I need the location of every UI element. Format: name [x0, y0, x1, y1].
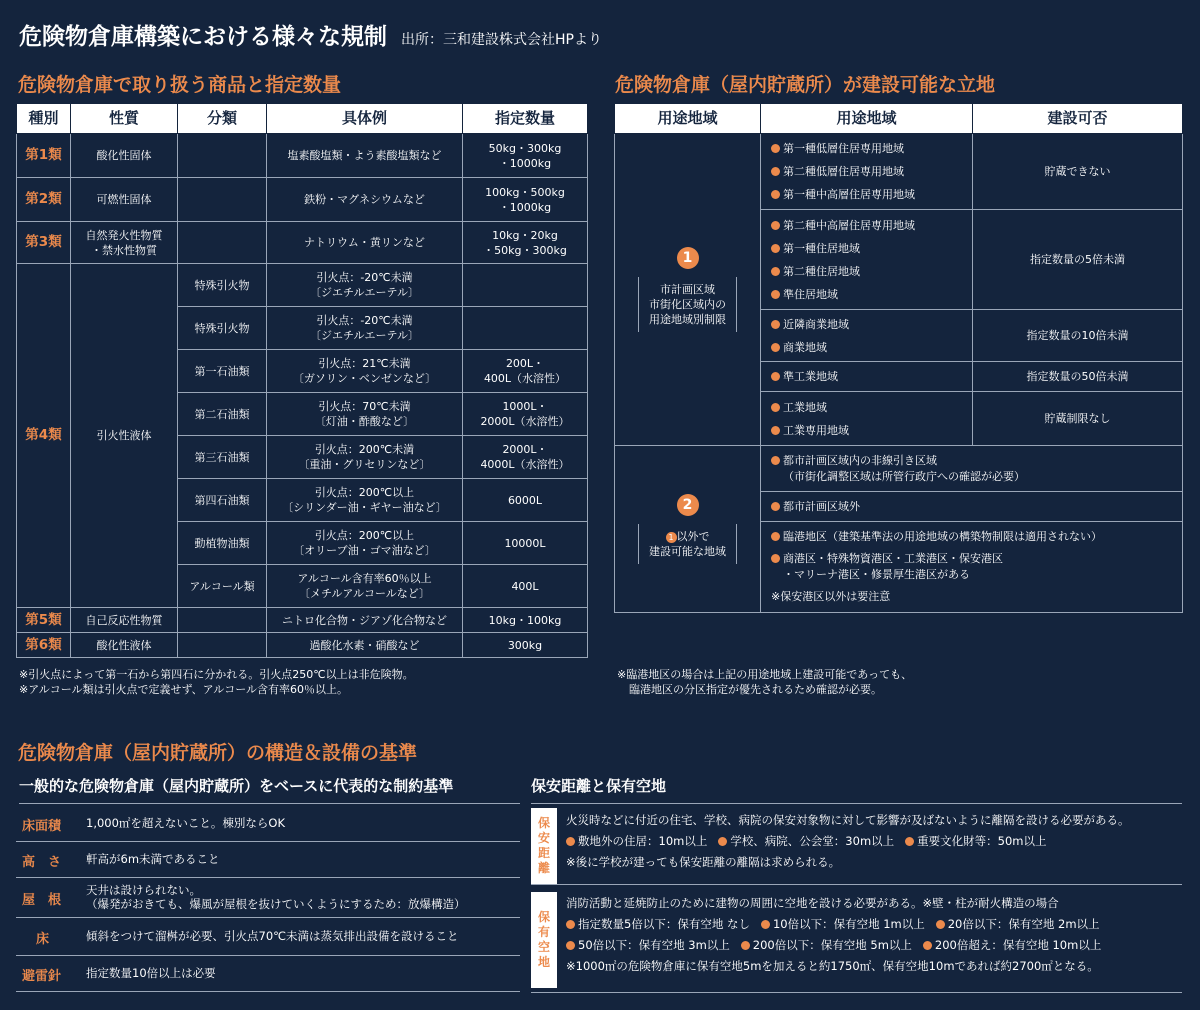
table-row	[17, 633, 588, 658]
qty-cell: 10kg・100kg	[463, 608, 588, 633]
table-header-row	[17, 104, 588, 134]
qty-line: 400L（水溶性）	[483, 372, 567, 385]
nature-cell	[71, 222, 178, 264]
zone-item-text: 第一種低層住居専用地域	[783, 142, 904, 155]
qty-line: 1000L・	[502, 400, 548, 413]
col-header: 具体例	[267, 104, 463, 134]
example-cell	[267, 350, 463, 393]
example-cell	[267, 436, 463, 479]
distance-item: 敷地外の住居：10m以上	[578, 834, 708, 848]
zone-line: 建設可能な地域	[649, 545, 726, 558]
result-cell: 貯蔵できない	[973, 134, 1183, 210]
table-row	[17, 178, 588, 222]
class-cell: 第四石油類	[178, 479, 267, 522]
number-badge: 2	[677, 494, 699, 516]
left-section-title: 危険物倉庫で取り扱う商品と指定数量	[18, 74, 342, 96]
example-line: 引火点：-20℃未満	[316, 314, 413, 327]
source-note: 出所：三和建設株式会社HPより	[401, 32, 602, 48]
example-line: 〔ジエチルエーテル〕	[310, 286, 419, 299]
right-section-title: 危険物倉庫（屋内貯蔵所）が建設可能な立地	[615, 74, 996, 96]
distance-item: 学校、病院、公会堂：30m以上	[730, 834, 895, 848]
location-table	[614, 103, 1183, 613]
zone-item	[771, 419, 969, 442]
qty-line: ・50kg・300kg	[483, 243, 567, 257]
zone-item-text: 臨港地区（建築基準法の用途地域の構築物制限は適用されない）	[783, 530, 1102, 543]
zone-item-subtext: ・マリーナ港区・修景厚生港区がある	[783, 568, 970, 581]
note-line: ※臨港地区の場合は上記の用途地域上建設可能であっても、	[617, 668, 913, 681]
qty-line: ・1000kg	[498, 156, 552, 170]
zone-item	[771, 183, 969, 206]
standard-label: 床面積	[22, 819, 62, 834]
nature-cell: 引火性液体	[71, 264, 178, 608]
zone-line: 市街化区域内の	[649, 298, 726, 311]
class-cell: 動植物油類	[178, 522, 267, 565]
table-row	[17, 134, 588, 178]
type-cell: 第6類	[17, 633, 71, 658]
zone-list	[761, 446, 1183, 492]
example-cell	[267, 307, 463, 350]
distance-item: 重要文化財等：50m以上	[917, 834, 1047, 848]
qty-line: 200L・	[505, 357, 545, 370]
standard-label: 床	[36, 932, 50, 947]
type-cell: 第2類	[17, 178, 71, 222]
quantity-table	[16, 103, 588, 658]
qty-cell	[463, 178, 588, 222]
standard-row-lightning-rod	[16, 956, 520, 992]
distance-bullets	[566, 831, 1130, 852]
space-label	[531, 892, 557, 988]
standard-row-floor-area	[16, 806, 520, 842]
qty-cell	[463, 436, 588, 479]
qty-line: 2000L・	[502, 443, 548, 456]
standard-label: 屋 根	[22, 893, 62, 908]
example-line: 引火点：200℃以上	[314, 529, 415, 542]
zone-item-text: 近隣商業地域	[783, 317, 849, 331]
col-header: 用途地域	[761, 104, 973, 134]
zone-item	[771, 160, 969, 183]
col-header: 建設可否	[973, 104, 1183, 134]
divider	[531, 992, 1182, 993]
distance-subtitle: 保安距離と保有空地	[531, 775, 1182, 804]
standard-label: 避雷針	[22, 969, 62, 984]
table-row	[615, 134, 1183, 210]
type-cell: 第1類	[17, 134, 71, 178]
zone-item	[771, 529, 1179, 545]
class-cell: 特殊引火物	[178, 264, 267, 307]
distance-text-line: 火災時などに付近の住宅、学校、病院の保安対象物に対して影響が及ばないように離隔を設ける必要がある。	[566, 813, 1130, 827]
distance-note: ※後に学校が建っても保安距離の離隔は求められる。	[566, 855, 841, 869]
zone-group-2	[615, 446, 761, 613]
page-title	[19, 18, 602, 51]
type-cell: 第4類	[17, 264, 71, 608]
nature-cell: 酸化性固体	[71, 134, 178, 178]
bullet-icon	[771, 144, 780, 153]
example-line: 〔ガソリン・ベンゼンなど〕	[292, 372, 437, 385]
bullet-icon	[771, 502, 780, 511]
zone-list	[761, 492, 1183, 522]
qty-cell	[463, 522, 588, 565]
zone-line: 市計画区域	[660, 283, 715, 296]
nature-line: 自然発火性物質	[85, 228, 163, 242]
space-note: ※1000㎡の危険物倉庫に保有空地5mを加えると約1750㎡、保有空地10mであれば約2700㎡となる。	[566, 959, 1099, 973]
bullet-icon	[771, 320, 780, 329]
number-badge: 1	[677, 247, 699, 269]
zone-item-text: 商港区・特殊物資港区・工業港区・保安港区	[783, 552, 1003, 565]
zone-group-label	[638, 277, 737, 332]
distance-label	[531, 808, 557, 884]
class-cell: 特殊引火物	[178, 307, 267, 350]
bullet-icon	[905, 837, 914, 846]
zone-item-text: 商業地域	[783, 340, 827, 354]
qty-cell	[463, 264, 588, 307]
zone-line: 以外で	[676, 530, 710, 543]
example-cell: 過酸化水素・硝酸など	[267, 633, 463, 658]
example-line: 引火点：21℃未満	[318, 357, 411, 370]
space-text	[566, 893, 1101, 977]
standard-row-floor	[16, 918, 520, 956]
note-line: 臨港地区の分区指定が優先されるため確認が必要。	[629, 683, 882, 696]
qty-line: 100kg・500kg	[485, 185, 565, 199]
zone-item	[771, 365, 969, 388]
col-header: 性質	[71, 104, 178, 134]
space-item: 50倍以下：保有空地 3m以上	[578, 938, 730, 952]
left-notes	[19, 667, 414, 697]
bullet-icon	[566, 941, 575, 950]
table-row	[17, 222, 588, 264]
table-row	[17, 264, 588, 307]
zone-item-text: 準住居地域	[783, 287, 838, 301]
space-text-line: 消防活動と延焼防止のために建物の周囲に空地を設ける必要がある。※壁・柱が耐火構造の場合	[566, 896, 1059, 910]
bullet-icon	[771, 290, 780, 299]
example-cell: 塩素酸塩類・よう素酸塩類など	[267, 134, 463, 178]
zone-item	[771, 137, 969, 160]
qty-cell: 300kg	[463, 633, 588, 658]
bullet-icon	[771, 244, 780, 253]
qty-cell	[463, 134, 588, 178]
zone-item	[771, 214, 969, 237]
qty-line: 10kg・20kg	[492, 228, 558, 242]
type-cell: 第3類	[17, 222, 71, 264]
class-cell: 第三石油類	[178, 436, 267, 479]
bullet-icon	[771, 554, 780, 563]
zone-item-text: 第一種住居地域	[783, 241, 860, 255]
zone-item-text: 工業地域	[783, 400, 827, 414]
zone-item	[771, 283, 969, 306]
zone-item	[771, 336, 969, 359]
zone-item	[771, 551, 1179, 567]
zone-item-text: 第一種中高層住居専用地域	[783, 188, 915, 201]
bullet-icon	[771, 372, 780, 381]
zone-group-label	[638, 524, 737, 564]
standard-row-height	[16, 842, 520, 878]
qty-cell	[463, 350, 588, 393]
nature-cell: 可燃性固体	[71, 178, 178, 222]
zone-line: 用途地域別制限	[649, 313, 726, 326]
bullet-icon	[761, 920, 770, 929]
qty-line: 400L	[511, 579, 539, 593]
result-cell: 貯蔵制限なし	[973, 392, 1183, 446]
table-header-row	[615, 104, 1183, 134]
zone-list	[761, 210, 973, 310]
example-line: 〔オリーブ油・ゴマ油など〕	[293, 544, 436, 557]
result-cell: 指定数量の5倍未満	[973, 210, 1183, 310]
example-cell	[267, 393, 463, 436]
space-item: 200倍超え：保有空地 10m以上	[934, 938, 1102, 952]
zone-list	[761, 362, 973, 392]
zone-item-text: 第二種低層住居専用地域	[783, 165, 904, 178]
space-item: 20倍以下：保有空地 2m以上	[947, 917, 1100, 931]
zone-item-text: 第二種住居地域	[783, 264, 860, 278]
qty-cell	[463, 222, 588, 264]
standard-text: 軒高が6m未満であること	[86, 852, 220, 866]
qty-cell	[463, 565, 588, 608]
standard-text: 1,000㎡を超えないこと。棟別ならOK	[86, 816, 286, 830]
qty-line: 4000L（水溶性）	[480, 458, 570, 471]
example-cell	[267, 522, 463, 565]
standard-label: 高 さ	[22, 855, 62, 870]
example-cell	[267, 264, 463, 307]
space-bullets-1	[566, 914, 1101, 935]
zone-item-text: 都市計画区域外	[783, 500, 860, 513]
number-mark-icon: 1	[666, 532, 677, 543]
zone-list	[761, 522, 1183, 613]
bottom-section-title: 危険物倉庫（屋内貯蔵所）の構造＆設備の基準	[18, 742, 418, 764]
qty-cell	[463, 479, 588, 522]
example-cell	[267, 565, 463, 608]
page-title-text: 危険物倉庫構築における様々な規制	[19, 24, 387, 50]
right-notes	[617, 667, 912, 697]
space-label-text: 保有空地	[537, 910, 550, 969]
zone-item-text: 第二種中高層住居専用地域	[783, 218, 915, 232]
table-row	[17, 608, 588, 633]
qty-line: 6000L	[507, 493, 543, 507]
standard-text	[86, 883, 466, 911]
example-line: アルコール含有率60％以上	[297, 572, 432, 585]
nature-cell: 酸化性液体	[71, 633, 178, 658]
example-line: 〔シリンダー油・ギヤー油など〕	[282, 501, 447, 514]
bullet-icon	[923, 941, 932, 950]
space-item: 200倍以下：保有空地 5m以上	[752, 938, 912, 952]
zone-item	[771, 260, 969, 283]
zone-item-text: 工業専用地域	[783, 423, 849, 437]
table-row	[615, 446, 1183, 492]
example-line: 〔灯油・酢酸など〕	[314, 415, 415, 428]
zone-item-note: ※保安港区以外は要注意	[771, 590, 891, 603]
qty-line: 50kg・300kg	[488, 141, 562, 155]
zone-group-1	[615, 134, 761, 446]
bullet-icon	[936, 920, 945, 929]
col-header: 分類	[178, 104, 267, 134]
space-item: 指定数量5倍以下：保有空地 なし	[578, 917, 750, 931]
bullet-icon	[771, 267, 780, 276]
standard-text: 傾斜をつけて溜桝が必要、引火点70℃未満は蒸気排出設備を設けること	[86, 929, 459, 943]
bullet-icon	[771, 532, 780, 541]
space-item: 10倍以下：保有空地 1m以上	[772, 917, 925, 931]
class-cell: 第一石油類	[178, 350, 267, 393]
bullet-icon	[718, 837, 727, 846]
example-cell: ニトロ化合物・ジアゾ化合物など	[267, 608, 463, 633]
structure-subtitle: 一般的な危険物倉庫（屋内貯蔵所）をベースに代表的な制約基準	[19, 775, 520, 804]
example-line: 引火点：-20℃未満	[316, 271, 413, 284]
zone-item	[771, 237, 969, 260]
distance-label-text: 保安距離	[537, 816, 550, 875]
col-header: 種別	[17, 104, 71, 134]
bullet-icon	[771, 190, 780, 199]
bullet-icon	[566, 920, 575, 929]
bullet-icon	[771, 456, 780, 465]
qty-line: 2000L（水溶性）	[480, 415, 570, 428]
zone-item-subtext: （市街化調整区域は所管行政庁への確認が必要）	[783, 469, 1025, 483]
standard-row-roof	[16, 878, 520, 918]
zone-list	[761, 392, 973, 446]
standard-text-line: （爆発がおきても、爆風が屋根を抜けていくようにするため：放爆構造）	[86, 897, 466, 911]
zone-item	[771, 313, 969, 336]
class-cell	[178, 633, 267, 658]
bullet-icon	[771, 167, 780, 176]
col-header: 指定数量	[463, 104, 588, 134]
example-line: 〔ジエチルエーテル〕	[310, 329, 419, 342]
class-cell: アルコール類	[178, 565, 267, 608]
nature-line: ・禁水性物質	[91, 243, 157, 257]
type-cell: 第5類	[17, 608, 71, 633]
example-line: 引火点：200℃以上	[314, 486, 415, 499]
example-line: 〔メチルアルコールなど〕	[298, 587, 430, 600]
zone-list	[761, 134, 973, 210]
bullet-icon	[771, 343, 780, 352]
bullet-icon	[741, 941, 750, 950]
class-cell	[178, 134, 267, 178]
zone-item-text: 準工業地域	[783, 370, 838, 383]
bullet-icon	[771, 221, 780, 230]
bullet-icon	[771, 426, 780, 435]
result-cell: 指定数量の50倍未満	[973, 362, 1183, 392]
standard-text: 指定数量10倍以上は必要	[86, 966, 216, 980]
result-cell: 指定数量の10倍未満	[973, 310, 1183, 362]
zone-item-text: 都市計画区域内の非線引き区域	[783, 453, 937, 467]
class-cell: 第二石油類	[178, 393, 267, 436]
example-line: 〔重油・グリセリンなど〕	[298, 458, 431, 471]
col-header: 用途地域	[615, 104, 761, 134]
zone-item	[771, 396, 969, 419]
class-cell	[178, 608, 267, 633]
divider	[531, 884, 1182, 885]
class-cell	[178, 178, 267, 222]
qty-line: 10000L	[504, 536, 546, 550]
example-line: 引火点：200℃未満	[314, 443, 415, 456]
note-line: ※アルコール類は引火点で定義せず、アルコール含有率60％以上。	[19, 683, 349, 696]
bullet-icon	[566, 837, 575, 846]
note-line: ※引火点によって第一石から第四石に分かれる。引火点250℃以上は非危険物。	[19, 668, 414, 681]
zone-list	[761, 310, 973, 362]
example-cell: ナトリウム・黄リンなど	[267, 222, 463, 264]
example-cell: 鉄粉・マグネシウムなど	[267, 178, 463, 222]
space-bullets-2	[566, 935, 1101, 956]
example-line: 引火点：70℃未満	[318, 400, 411, 413]
qty-line: ・1000kg	[498, 200, 552, 214]
qty-cell	[463, 307, 588, 350]
example-cell	[267, 479, 463, 522]
class-cell	[178, 222, 267, 264]
zone-item	[771, 453, 1179, 469]
nature-cell: 自己反応性物質	[71, 608, 178, 633]
qty-cell	[463, 393, 588, 436]
distance-text	[566, 810, 1130, 873]
bullet-icon	[771, 403, 780, 412]
standard-text-line: 天井は設けられない。	[86, 883, 201, 897]
